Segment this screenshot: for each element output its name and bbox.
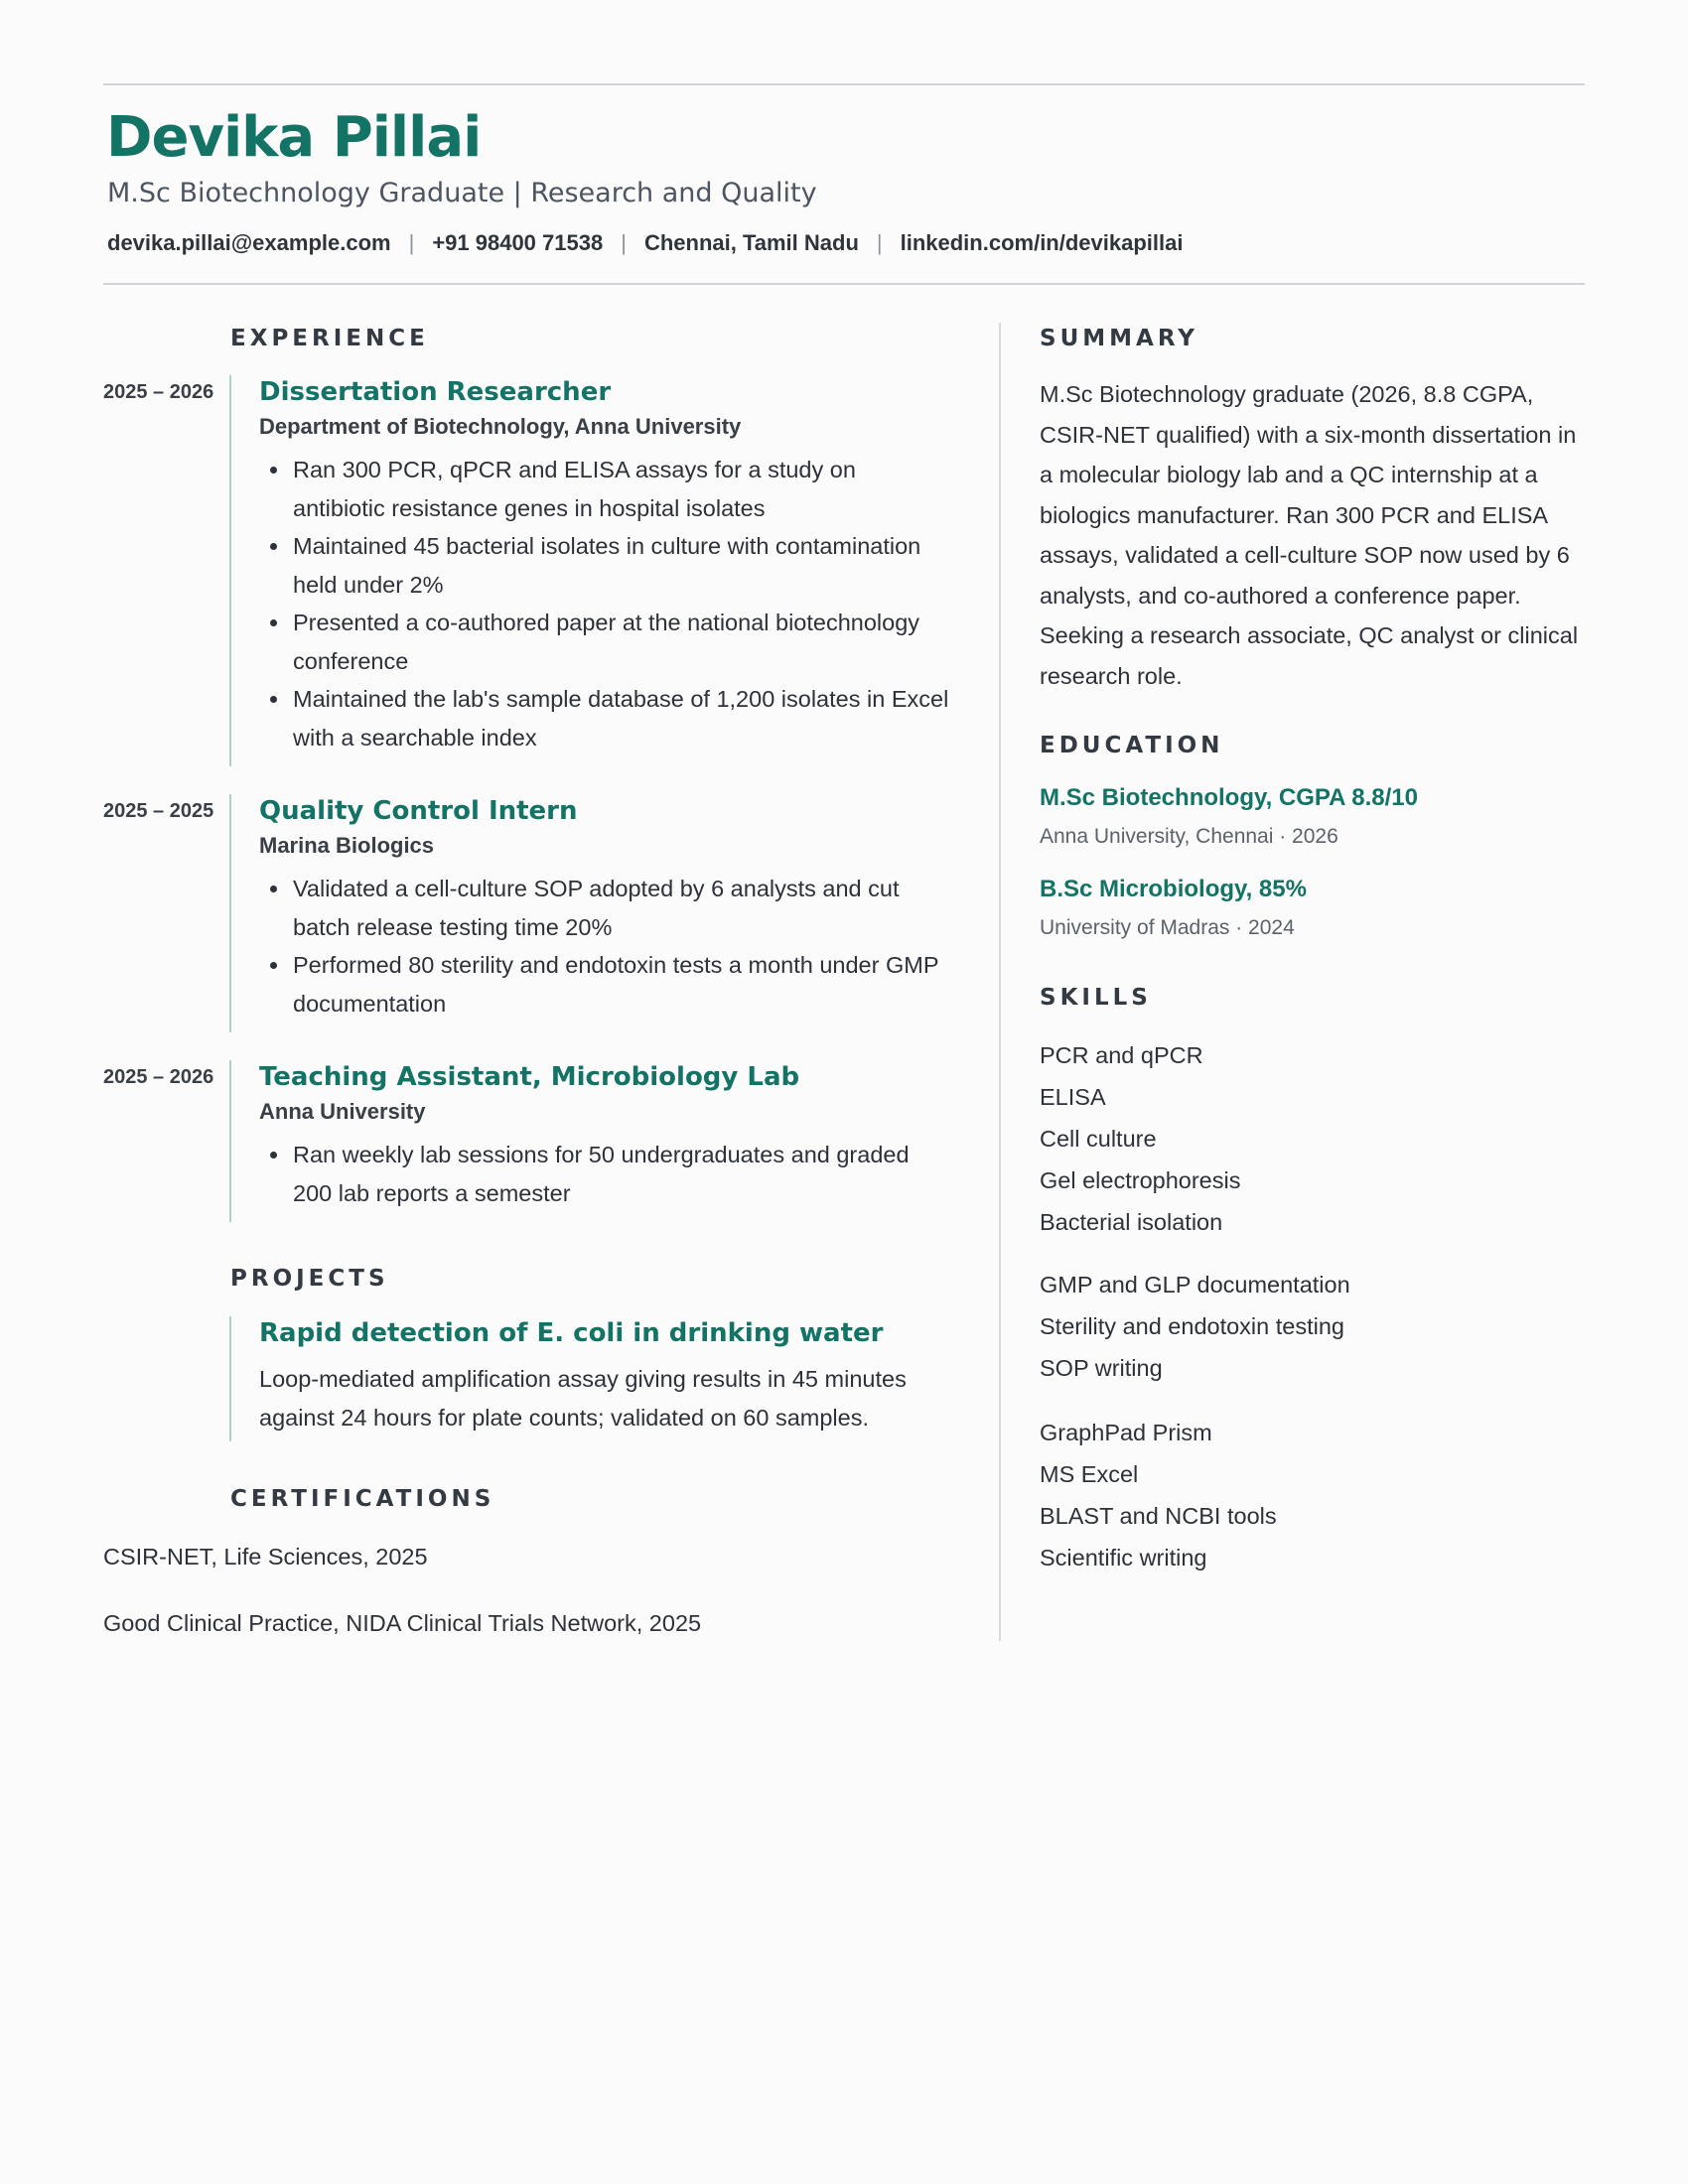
skill-item: ELISA (1040, 1084, 1106, 1110)
contact-separator: | (621, 230, 627, 255)
project-description: Loop-mediated amplification assay giving results in 45 minutes against 24 hours for plate counts; validated on 60 samples. (259, 1366, 907, 1431)
certification-item: CSIR-NET, Life Sciences, 2025 (103, 1544, 428, 1570)
skill-item: Sterility and endotoxin testing (1040, 1313, 1344, 1339)
skill-item: Bacterial isolation (1040, 1209, 1223, 1235)
skill-item: GMP and GLP documentation (1040, 1272, 1350, 1297)
education-heading: EDUCATION (1040, 733, 1224, 758)
experience-bullet: • Ran weekly lab sessions for 50 undergraduates and graded 200 lab reports a semester (291, 1136, 954, 1212)
experience-bullets (259, 1136, 954, 1212)
contact-phone[interactable]: +91 98400 71538 (432, 230, 604, 255)
experience-dates: 2025 – 2026 (103, 1066, 214, 1088)
header-top-rule (103, 83, 1585, 85)
certifications-heading: CERTIFICATIONS (230, 1486, 495, 1512)
column-divider (999, 323, 1001, 1641)
contact-location: Chennai, Tamil Nadu (643, 230, 859, 255)
education-degree: M.Sc Biotechnology, CGPA 8.8/10 (1040, 784, 1418, 811)
contact-separator: | (876, 230, 883, 255)
skill-item: BLAST and NCBI tools (1040, 1503, 1277, 1529)
experience-bullet: • Maintained 45 bacterial isolates in culture with contamination held under 2% (291, 527, 954, 604)
project-title: Rapid detection of E. coli in drinking water (259, 1318, 884, 1348)
education-degree: B.Sc Microbiology, 85% (1040, 876, 1307, 902)
contact-line (107, 228, 1183, 258)
skills-group-tools (1040, 1412, 1277, 1578)
experience-org: Department of Biotechnology, Anna University (259, 414, 742, 439)
education-meta: Anna University, Chennai · 2026 (1040, 825, 1338, 848)
contact-separator: | (408, 230, 415, 255)
skill-item: Cell culture (1040, 1126, 1157, 1152)
experience-body (229, 1060, 954, 1222)
experience-dates: 2025 – 2026 (103, 381, 214, 403)
skill-item: MS Excel (1040, 1461, 1139, 1487)
skills-heading: SKILLS (1040, 985, 1152, 1011)
skills-group-lab (1040, 1034, 1240, 1243)
experience-org: Marina Biologics (259, 833, 435, 858)
skill-item: Scientific writing (1040, 1545, 1207, 1570)
experience-bullets (259, 451, 954, 756)
experience-bullets (259, 870, 954, 1023)
experience-org: Anna University (259, 1099, 426, 1124)
summary-text: M.Sc Biotechnology graduate (2026, 8.8 CGPA, CSIR-NET qualified) with a six-month dissertation in a molecular biology lab and a QC internship at a biologics manufacturer. Ran 300 PCR and ELISA assays, validated a cell-culture SOP now used by 6 analysts, and co-authored a conference paper. Seeking a research associate, QC analyst or clinical research role. (1040, 381, 1579, 689)
experience-body (229, 794, 954, 1032)
experience-bullet: • Performed 80 sterility and endotoxin tests a month under GMP documentation (291, 946, 954, 1023)
skill-item: Gel electrophoresis (1040, 1167, 1241, 1193)
experience-body (229, 375, 954, 766)
candidate-name: Devika Pillai (106, 105, 482, 170)
project-body (229, 1316, 954, 1441)
experience-bullet: • Ran 300 PCR, qPCR and ELISA assays for a study on antibiotic resistance genes in hospital isolates (291, 451, 954, 527)
experience-bullet: • Presented a co-authored paper at the national biotechnology conference (291, 604, 954, 680)
skill-item: SOP writing (1040, 1355, 1163, 1381)
experience-role: Quality Control Intern (259, 796, 578, 826)
experience-role: Teaching Assistant, Microbiology Lab (259, 1062, 800, 1092)
experience-bullet: • Validated a cell-culture SOP adopted by 6 analysts and cut batch release testing time 20% (291, 870, 954, 946)
contact-email[interactable]: devika.pillai@example.com (107, 230, 391, 255)
projects-heading: PROJECTS (230, 1266, 389, 1292)
experience-heading: EXPERIENCE (230, 326, 429, 351)
summary-heading: SUMMARY (1040, 326, 1198, 351)
skill-item: GraphPad Prism (1040, 1420, 1212, 1445)
header-bottom-rule (103, 283, 1585, 285)
education-meta: University of Madras · 2024 (1040, 916, 1295, 939)
skills-group-quality (1040, 1264, 1350, 1389)
contact-linkedin[interactable]: linkedin.com/in/devikapillai (900, 230, 1184, 255)
certification-item: Good Clinical Practice, NIDA Clinical Trials Network, 2025 (103, 1610, 702, 1636)
experience-bullet: • Maintained the lab's sample database of 1,200 isolates in Excel with a searchable index (291, 680, 954, 756)
skill-item: PCR and qPCR (1040, 1042, 1203, 1068)
experience-dates: 2025 – 2025 (103, 800, 214, 822)
experience-role: Dissertation Researcher (259, 377, 612, 407)
headline: M.Sc Biotechnology Graduate | Research and Quality (107, 178, 817, 208)
